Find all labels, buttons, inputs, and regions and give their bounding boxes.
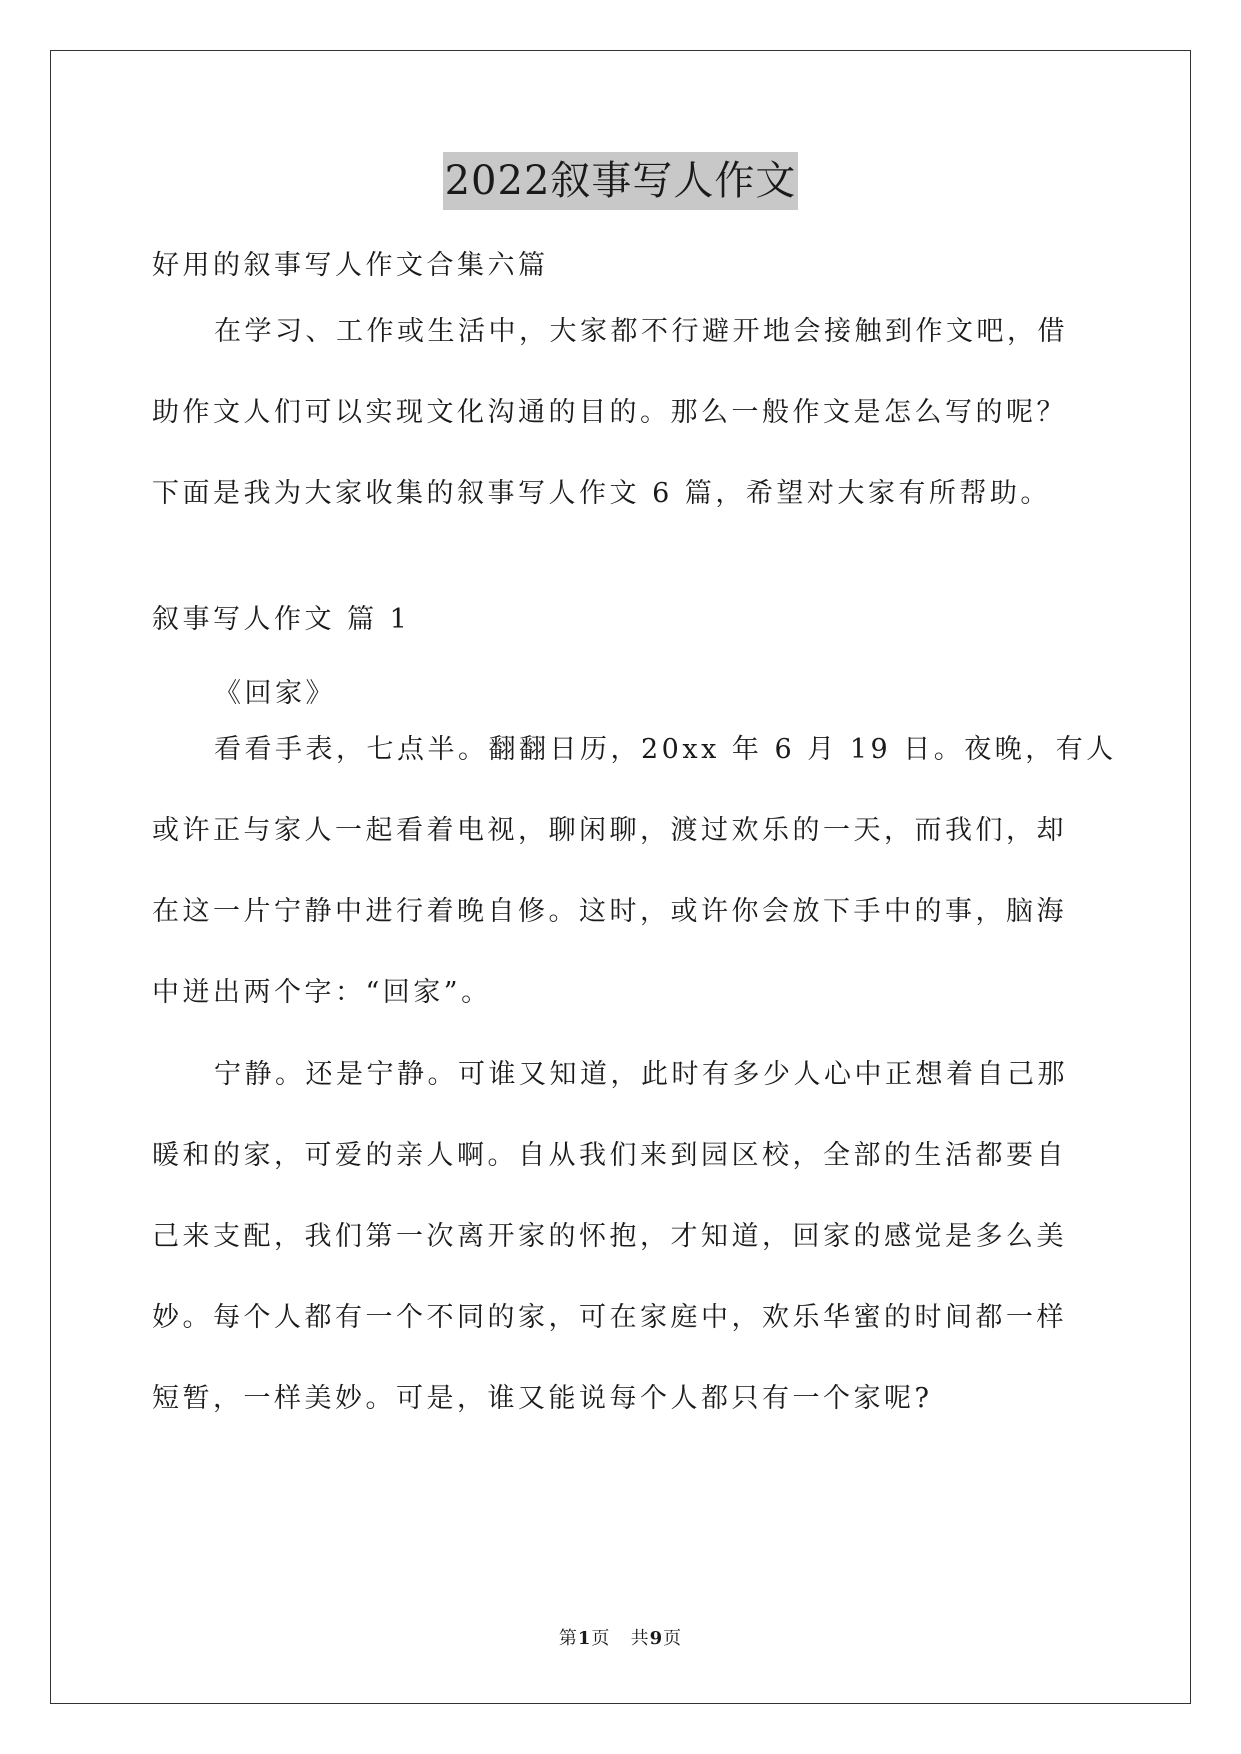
footer-page-suffix: 页 bbox=[591, 1628, 611, 1649]
footer-total-prefix: 共 bbox=[630, 1628, 650, 1649]
paragraph-1-line-2: 或许正与家人一起看着电视，聊闲聊，渡过欢乐的一天，而我们，却 bbox=[152, 815, 1067, 846]
paragraph-2-line-1: 宁静。还是宁静。可谁又知道，此时有多少人心中正想着自己那 bbox=[214, 1059, 1068, 1090]
footer-page-number: 1 bbox=[577, 1628, 592, 1649]
paragraph-1-line-4: 中迸出两个字：“回家”。 bbox=[152, 977, 492, 1008]
intro-line-3: 下面是我为大家收集的叙事写人作文 6 篇，希望对大家有所帮助。 bbox=[152, 478, 1051, 509]
section-heading-block bbox=[152, 600, 1092, 640]
paragraph-2-line-3: 己来支配，我们第一次离开家的怀抱，才知道，回家的感觉是多么美 bbox=[152, 1221, 1067, 1252]
paragraph-1 bbox=[152, 709, 1117, 1033]
footer-total-suffix: 页 bbox=[663, 1628, 683, 1649]
document-subtitle-block bbox=[152, 246, 1092, 286]
paragraph-2 bbox=[152, 1034, 1092, 1439]
intro-line-2: 助作文人们可以实现文化沟通的目的。那么一般作文是怎么写的呢？ bbox=[152, 397, 1067, 428]
footer-total-pages: 9 bbox=[649, 1628, 664, 1649]
paragraph-2-line-2: 暖和的家，可爱的亲人啊。自从我们来到园区校，全部的生活都要自 bbox=[152, 1140, 1067, 1171]
section-heading: 叙事写人作文 篇 1 bbox=[152, 604, 411, 635]
paragraph-2-line-4: 妙。每个人都有一个不同的家，可在家庭中，欢乐华蜜的时间都一样 bbox=[152, 1302, 1067, 1333]
intro-paragraph bbox=[152, 291, 1092, 534]
essay-title-block bbox=[152, 674, 1092, 714]
paragraph-1-line-3: 在这一片宁静中进行着晚自修。这时，或许你会放下手中的事，脑海 bbox=[152, 896, 1067, 927]
page-footer bbox=[0, 1627, 1241, 1651]
footer-page-prefix: 第 bbox=[558, 1628, 578, 1649]
intro-line-1: 在学习、工作或生活中，大家都不行避开地会接触到作文吧，借 bbox=[214, 316, 1068, 347]
paragraph-2-line-5: 短暂，一样美妙。可是，谁又能说每个人都只有一个家呢? bbox=[152, 1383, 933, 1414]
paragraph-1-line-1: 看看手表，七点半。翻翻日历，20xx 年 6 月 19 日。夜晚，有人 bbox=[214, 734, 1117, 765]
document-title: 2022叙事写人作文 bbox=[443, 152, 799, 210]
document-subtitle: 好用的叙事写人作文合集六篇 bbox=[152, 250, 549, 281]
title-container bbox=[0, 152, 1241, 210]
essay-title: 《回家》 bbox=[214, 678, 336, 709]
